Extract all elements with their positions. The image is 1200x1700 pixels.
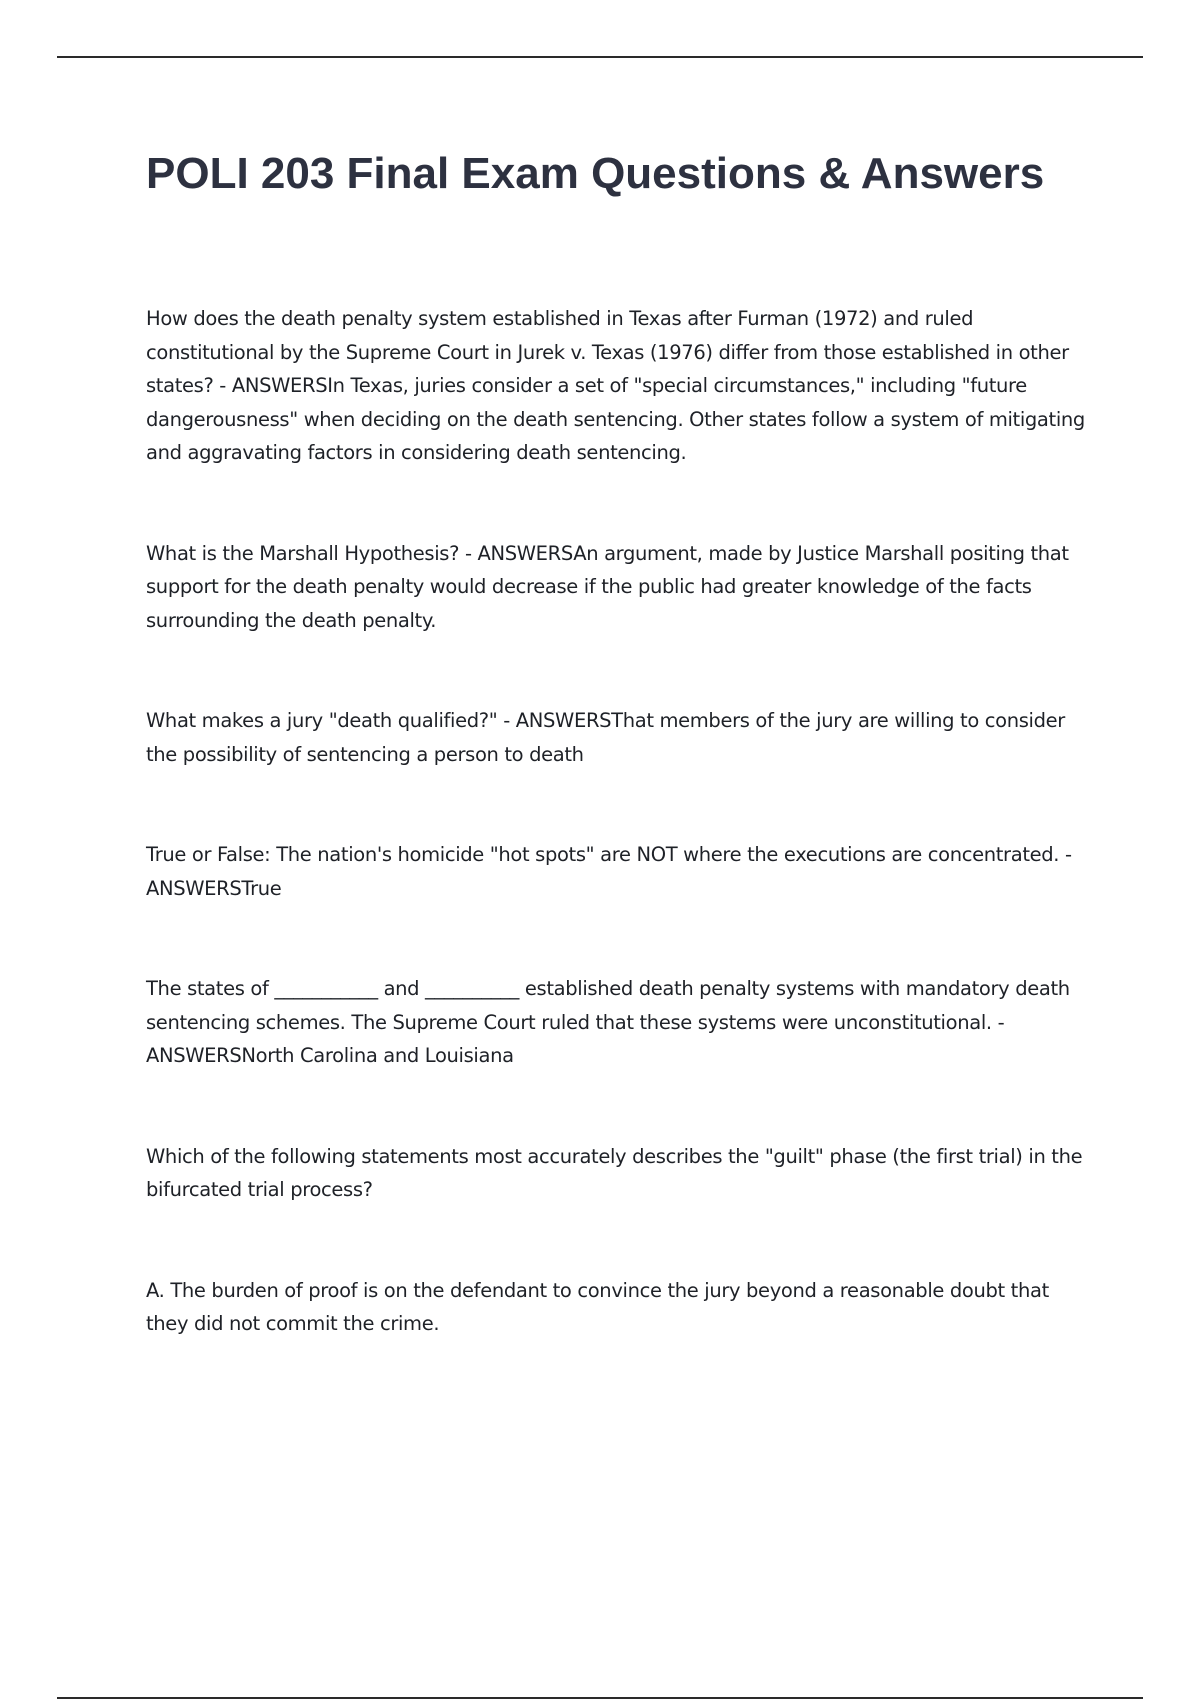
qa-mandatory-sentencing-states: The states of ___________ and __________ established death penalty systems with mandatory death sentencing schemes. The Supreme Court ruled that these systems were unconstitutional. - ANSWERSNorth Carolina and Louisiana	[146, 977, 1070, 1067]
document-content	[146, 145, 1091, 1408]
option-a-burden-of-proof: A. The burden of proof is on the defendant to convince the jury beyond a reasonable doubt that they did not commit the crime.	[146, 1278, 1049, 1335]
qa-marshall-hypothesis: What is the Marshall Hypothesis? - ANSWERSAn argument, made by Justice Marshall positing that support for the death penalty would decrease if the public had greater knowledge of the facts surrounding the death penalty.	[146, 541, 1069, 632]
header-rule	[57, 56, 1143, 58]
qa-list	[146, 302, 1091, 1341]
question-guilt-phase: Which of the following statements most accurately describes the "guilt" phase (the first trial) in the bifurcated trial process?	[146, 1144, 1083, 1201]
footer-rule	[57, 1697, 1143, 1699]
qa-texas-death-penalty: How does the death penalty system established in Texas after Furman (1972) and ruled constitutional by the Supreme Court in Jurek v. Texas (1976) differ from those established in other states? - ANSWERSIn Texas, juries consider a set of "special circumstances," including "future dangerousness" when deciding on the death sentencing. Other states follow a system of mitigating and aggravating factors in considering death sentencing.	[146, 307, 1085, 464]
qa-homicide-hot-spots: True or False: The nation's homicide "hot spots" are NOT where the executions are concentrated. - ANSWERSTrue	[146, 843, 1072, 900]
document-title: POLI 203 Final Exam Questions & Answers	[146, 149, 1045, 198]
qa-death-qualified-jury: What makes a jury "death qualified?" - ANSWERSThat members of the jury are willing to consider the possibility of sentencing a person to death	[146, 709, 1065, 766]
